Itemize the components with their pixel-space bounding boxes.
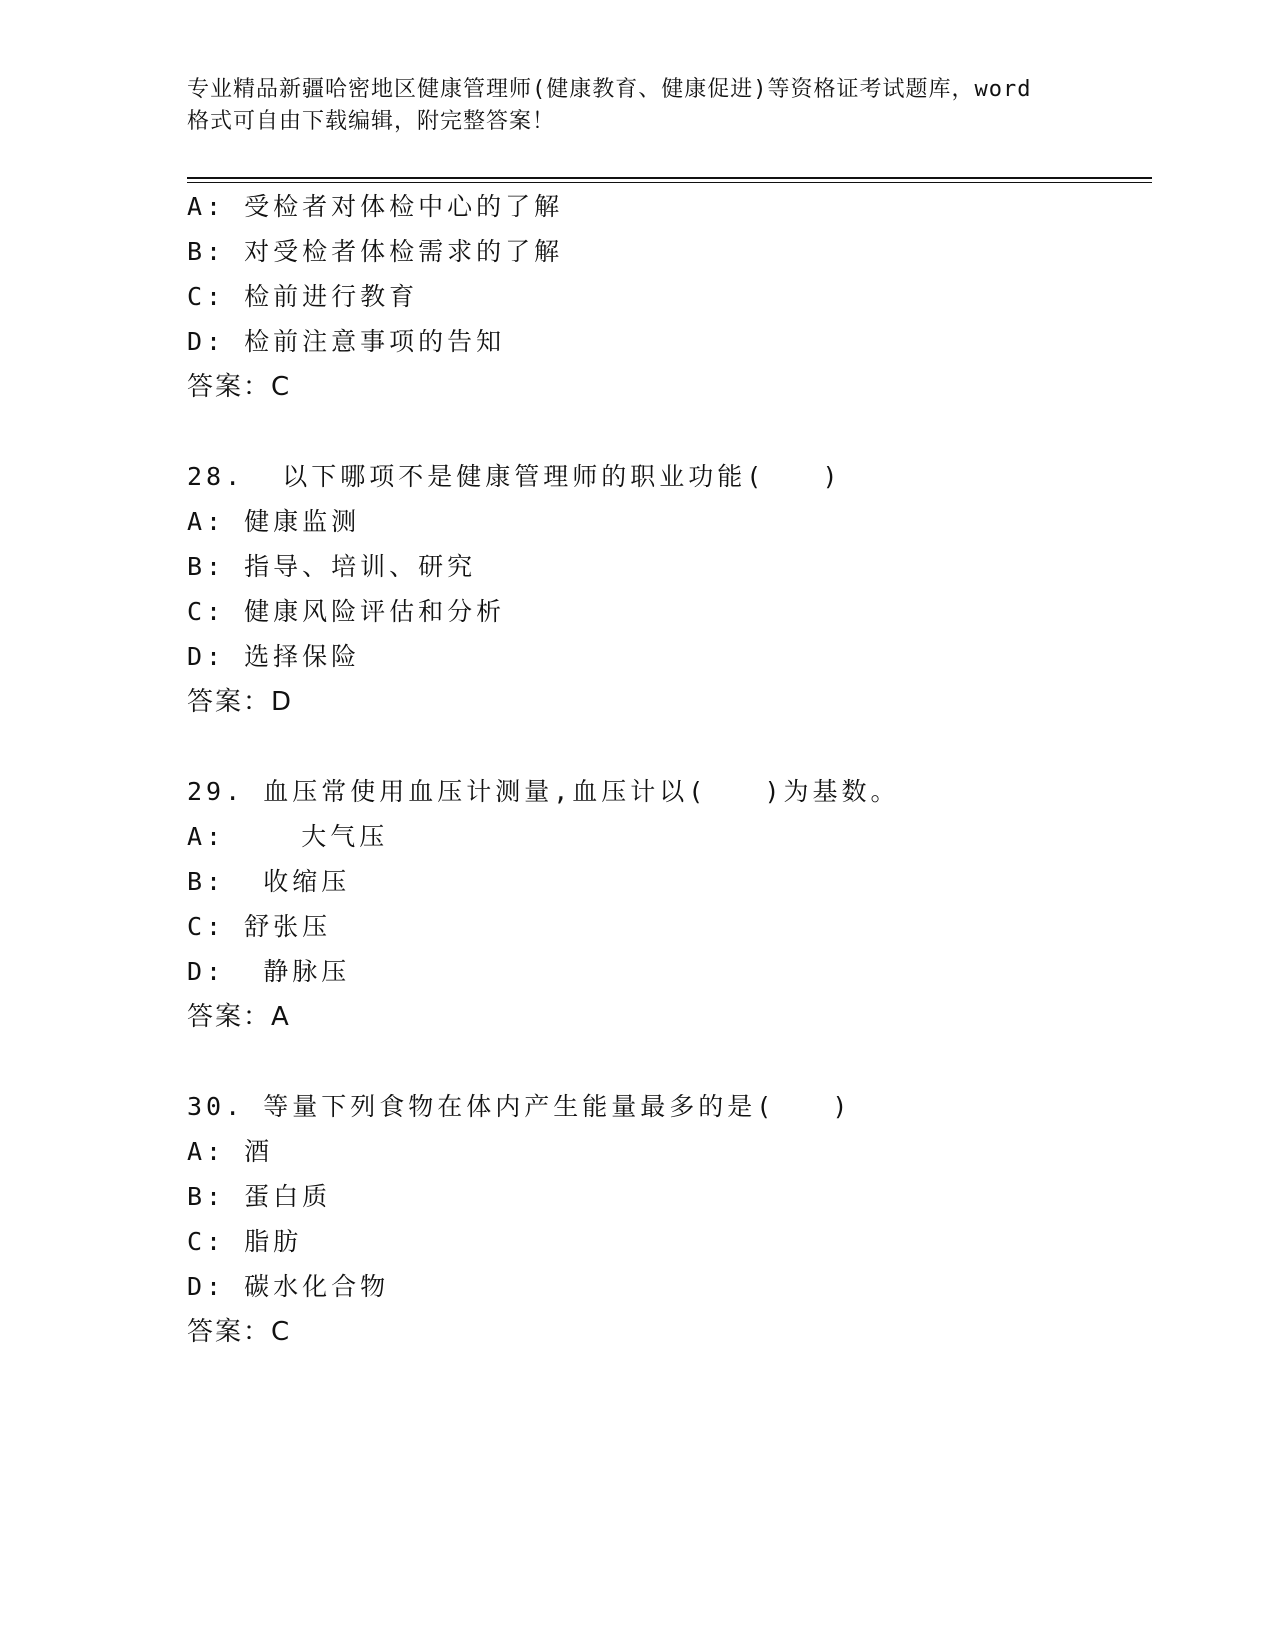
q27-option-d: D: 检前注意事项的告知 <box>187 327 506 356</box>
header-line-1: 专业精品新疆哈密地区健康管理师(健康教育、健康促进)等资格证考试题库，word <box>187 77 1032 102</box>
q29-option-b: B: 收缩压 <box>187 867 351 896</box>
q27-option-b: B: 对受检者体检需求的了解 <box>187 237 564 266</box>
q28-option-b: B: 指导、培训、研究 <box>187 552 477 581</box>
q30-option-d: D: 碳水化合物 <box>187 1272 390 1301</box>
q29-option-d: D: 静脉压 <box>187 957 351 986</box>
q30-option-c: C: 脂肪 <box>187 1227 303 1256</box>
q29-option-a: A: 大气压 <box>187 822 389 851</box>
q30-answer: 答案：C <box>187 1317 292 1347</box>
header-line-2: 格式可自由下载编辑，附完整答案！ <box>187 109 556 134</box>
q30-option-b: B: 蛋白质 <box>187 1182 332 1211</box>
q30-question: 30. 等量下列食物在体内产生能量最多的是( ) <box>187 1092 852 1121</box>
header-divider-thin <box>187 182 1152 183</box>
q29-question: 29. 血压常使用血压计测量,血压计以( )为基数。 <box>187 777 900 806</box>
q29-answer: 答案：A <box>187 1002 291 1032</box>
q30-option-a: A: 酒 <box>187 1137 274 1166</box>
q28-question: 28. 以下哪项不是健康管理师的职业功能( ) <box>187 462 842 491</box>
document-header <box>187 74 1087 138</box>
q28-option-c: C: 健康风险评估和分析 <box>187 597 506 626</box>
q27-answer: 答案：C <box>187 372 292 402</box>
q27-option-c: C: 检前进行教育 <box>187 282 419 311</box>
q28-answer: 答案：D <box>187 687 294 717</box>
q28-option-a: A: 健康监测 <box>187 507 361 536</box>
q27-option-a: A: 受检者对体检中心的了解 <box>187 192 564 221</box>
q28-option-d: D: 选择保险 <box>187 642 361 671</box>
header-divider-thick <box>187 177 1152 179</box>
q29-option-c: C: 舒张压 <box>187 912 332 941</box>
